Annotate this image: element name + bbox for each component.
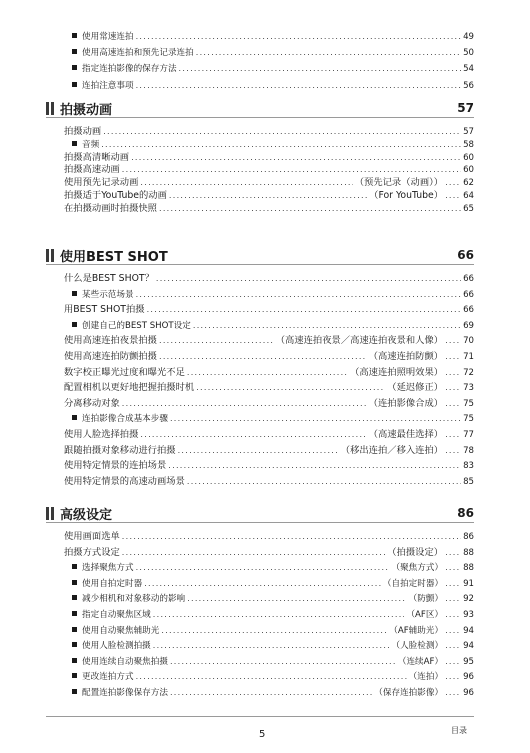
- toc-subentry[interactable]: [72, 320, 474, 332]
- dot-leader: [445, 593, 461, 605]
- toc-page-number: 49: [463, 32, 474, 42]
- dot-leader: [136, 562, 390, 574]
- footer-divider: [46, 716, 474, 717]
- dot-leader: [445, 351, 461, 363]
- toc-page-number: 60: [463, 152, 474, 163]
- toc-entry-label: 使用人脸检测拍摄: [82, 641, 151, 652]
- toc-entry-function: （高速连拍防颤）: [368, 351, 444, 362]
- toc-page-number: 91: [463, 578, 474, 589]
- toc-entry-label: 拍摄高速动画: [64, 164, 120, 176]
- toc-entry-label: 配置连拍影像保存方法: [82, 688, 168, 698]
- dot-leader: [131, 152, 461, 164]
- toc-entry-label: 拍摄高清晰动画: [64, 151, 130, 163]
- dot-leader: [159, 335, 274, 347]
- toc-entry[interactable]: [64, 531, 474, 543]
- toc-page-number: 96: [463, 672, 474, 683]
- square-bullet-icon: [72, 322, 77, 327]
- section-title: 高级设定: [60, 507, 113, 523]
- toc-entry-function: （聚焦方式）: [391, 563, 444, 574]
- dot-leader: [159, 351, 367, 363]
- toc-page-number: 94: [463, 641, 474, 652]
- dot-leader: [122, 164, 461, 176]
- toc-entry[interactable]: [64, 126, 474, 138]
- square-bullet-icon: [72, 595, 77, 600]
- dot-leader: [153, 640, 390, 652]
- toc-entry[interactable]: [64, 351, 474, 363]
- toc-entry[interactable]: [64, 429, 474, 441]
- toc-entry[interactable]: [64, 367, 474, 379]
- toc-entry-label: 使用自动聚焦辅助光: [82, 625, 160, 636]
- toc-entry[interactable]: [64, 382, 474, 394]
- toc-entry[interactable]: [64, 177, 474, 189]
- toc-page-number: 66: [463, 289, 474, 300]
- dot-leader: [445, 190, 461, 202]
- toc-entry-label: 连拍注意事项: [82, 80, 134, 91]
- dot-leader: [445, 382, 461, 394]
- dot-leader: [136, 289, 461, 301]
- dot-leader: [445, 687, 461, 699]
- toc-subentry[interactable]: [72, 413, 474, 425]
- dot-leader: [196, 382, 385, 394]
- toc-page-number: 93: [463, 610, 474, 620]
- toc-subentry[interactable]: [72, 609, 474, 621]
- toc-entry-label: 拍摄方式设定: [64, 546, 120, 558]
- dot-leader: [445, 656, 461, 668]
- toc-entry-label: 连拍影像合成基本步骤: [82, 414, 168, 425]
- toc-entry-label: 拍摄适于YouTube的动画: [64, 190, 167, 201]
- toc-page-number: 66: [463, 274, 474, 284]
- dot-leader: [179, 63, 462, 75]
- section-heading[interactable]: [46, 246, 474, 265]
- toc-page-number: 75: [463, 398, 474, 409]
- toc-entry[interactable]: [64, 335, 474, 347]
- toc-entry-label: 选择聚焦方式: [82, 563, 134, 574]
- toc-entry-label: 使用特定情景的高速动画场景: [64, 475, 185, 487]
- toc-subentry[interactable]: [72, 139, 474, 151]
- section-marker-icon: [46, 102, 54, 115]
- dot-leader: [445, 398, 461, 410]
- dot-leader: [170, 413, 461, 425]
- dot-leader: [156, 273, 461, 285]
- square-bullet-icon: [72, 611, 77, 616]
- dot-leader: [196, 47, 461, 59]
- toc-entry-function: （高速连拍夜景／高速连拍夜景和人像）: [275, 335, 444, 347]
- toc-subentry[interactable]: [72, 289, 474, 301]
- toc-entry-label: 某些示范场景: [82, 289, 134, 300]
- toc-entry-function: （连拍）: [408, 672, 444, 683]
- toc-entry[interactable]: [64, 273, 474, 285]
- section-marker-icon: [46, 249, 54, 262]
- toc-page-number: 96: [463, 688, 474, 698]
- square-bullet-icon: [72, 291, 77, 296]
- toc-entry-function: （高速连拍照明效果）: [350, 366, 444, 378]
- section-page-number: 66: [457, 248, 474, 262]
- toc-page-number: 54: [463, 64, 474, 75]
- dot-leader: [136, 671, 407, 683]
- toc-entry-label: 更改连拍方式: [82, 672, 134, 683]
- dot-leader: [153, 609, 405, 621]
- toc-page-number: 66: [463, 305, 474, 316]
- toc-entry-label: 使用人脸选择拍摄: [64, 429, 139, 440]
- section-page-number: 86: [457, 506, 474, 520]
- toc-entry-function: （AF辅助光）: [389, 625, 444, 636]
- dot-leader: [140, 177, 352, 189]
- dot-leader: [101, 139, 461, 151]
- dot-leader: [178, 445, 339, 457]
- dot-leader: [169, 190, 367, 202]
- toc-entry-label: 音频: [82, 139, 100, 150]
- toc-entry-function: （预先记录（动画））: [354, 177, 444, 189]
- toc-page-number: 70: [463, 336, 474, 347]
- dot-leader: [140, 429, 366, 441]
- toc-entry[interactable]: [64, 460, 474, 472]
- square-bullet-icon: [72, 82, 77, 87]
- toc-page-number: 73: [463, 383, 474, 394]
- dot-leader: [122, 531, 461, 543]
- toc-page-number: 64: [463, 191, 474, 201]
- dot-leader: [168, 460, 461, 472]
- toc-entry-label: 数字校正曝光过度和曝光不足: [64, 366, 185, 378]
- dot-leader: [445, 547, 461, 559]
- toc-page-number: 77: [463, 430, 474, 440]
- toc-subentry[interactable]: [72, 640, 474, 652]
- toc-entry-function: （高速最佳选择）: [368, 429, 444, 440]
- dot-leader: [136, 31, 461, 43]
- square-bullet-icon: [72, 49, 77, 54]
- toc-subentry[interactable]: [72, 593, 474, 605]
- footer-page-number: 5: [259, 729, 266, 740]
- toc-page-number: 56: [463, 80, 474, 91]
- dot-leader: [136, 80, 461, 92]
- section-heading[interactable]: [46, 99, 474, 118]
- dot-leader: [445, 177, 461, 189]
- toc-entry-function: （For YouTube）: [369, 190, 444, 201]
- toc-entry-label: 使用高速连拍防颤拍摄: [64, 351, 157, 362]
- section-page-number: 57: [457, 101, 474, 115]
- dot-leader: [445, 562, 461, 574]
- square-bullet-icon: [72, 642, 77, 647]
- dot-leader: [144, 578, 381, 590]
- square-bullet-icon: [72, 673, 77, 678]
- toc-subentry[interactable]: [72, 47, 474, 59]
- toc-entry-label: 指定自动聚焦区域: [82, 610, 151, 620]
- dot-leader: [187, 367, 348, 379]
- toc-entry-function: （连续AF）: [397, 656, 444, 667]
- toc-page-number: 94: [463, 625, 474, 636]
- dot-leader: [445, 367, 461, 379]
- toc-page-number: 62: [463, 178, 474, 189]
- toc-page-number: 85: [463, 476, 474, 487]
- toc-entry[interactable]: [64, 164, 474, 176]
- toc-page-number: 50: [463, 48, 474, 59]
- dot-leader: [445, 578, 461, 590]
- dot-leader: [103, 126, 461, 138]
- toc-page-number: 83: [463, 461, 474, 472]
- toc-entry[interactable]: [64, 547, 474, 559]
- toc-entry-label: 使用自拍定时器: [82, 578, 143, 589]
- section-title: 使用BEST SHOT: [60, 249, 168, 265]
- toc-page-number: 65: [463, 203, 474, 214]
- toc-entry-label: 减少相机和对象移动的影响: [82, 594, 186, 605]
- dot-leader: [445, 429, 461, 441]
- toc-page-number: 88: [463, 547, 474, 558]
- toc-entry-label: 使用连续自动聚焦拍摄: [82, 656, 168, 667]
- toc-subentry[interactable]: [72, 656, 474, 668]
- dot-leader: [445, 335, 461, 347]
- toc-entry[interactable]: [64, 304, 474, 316]
- dot-leader: [193, 320, 461, 332]
- toc-entry-label: 用BEST SHOT拍摄: [64, 304, 145, 316]
- toc-entry-label: 使用常速连拍: [82, 32, 134, 42]
- toc-page-number: 72: [463, 367, 474, 378]
- toc-entry[interactable]: [64, 476, 474, 488]
- toc-page-number: 78: [463, 445, 474, 456]
- dot-leader: [170, 656, 396, 668]
- toc-entry-label: 使用特定情景的连拍场景: [64, 460, 167, 472]
- toc-entry-label: 指定连拍影像的保存方法: [82, 64, 177, 75]
- toc-subentry[interactable]: [72, 80, 474, 92]
- toc-entry-function: （防颤）: [408, 594, 444, 605]
- toc-page-number: 58: [463, 139, 474, 150]
- section-title: 拍摄动画: [60, 102, 113, 118]
- toc-entry-function: （拍摄设定）: [387, 546, 444, 558]
- dot-leader: [159, 203, 461, 215]
- square-bullet-icon: [72, 65, 77, 70]
- dot-leader: [445, 640, 461, 652]
- square-bullet-icon: [72, 627, 77, 632]
- dot-leader: [122, 398, 367, 410]
- toc-entry-function: （延迟修正）: [387, 382, 444, 394]
- toc-entry-function: （人脸检测）: [391, 641, 444, 652]
- dot-leader: [161, 625, 387, 637]
- toc-entry-label: 配置相机以更好地把握拍摄时机: [64, 382, 195, 394]
- square-bullet-icon: [72, 580, 77, 585]
- toc-page-number: 86: [463, 532, 474, 542]
- toc-entry-label: 使用高速连拍夜景拍摄: [64, 335, 157, 347]
- square-bullet-icon: [72, 564, 77, 569]
- toc-subentry[interactable]: [72, 625, 474, 637]
- toc-entry-function: （连拍影像合成）: [368, 397, 444, 409]
- toc-entry-function: （移出连拍／移入连拍）: [340, 444, 444, 456]
- footer-section-label: 目录: [451, 726, 467, 735]
- dot-leader: [445, 609, 461, 621]
- toc-entry[interactable]: [64, 445, 474, 457]
- toc-entry-label: 创建自己的BEST SHOT设定: [82, 320, 191, 331]
- toc-entry[interactable]: [64, 203, 474, 215]
- dot-leader: [122, 547, 385, 559]
- dot-leader: [147, 304, 461, 316]
- toc-page-number: 95: [463, 656, 474, 667]
- dot-leader: [445, 445, 461, 457]
- toc-entry-label: 在拍摄动画时拍摄快照: [64, 202, 157, 214]
- square-bullet-icon: [72, 658, 77, 663]
- toc-page-number: 92: [463, 594, 474, 605]
- toc-entry-function: （自拍定时器）: [382, 578, 444, 589]
- toc-subentry[interactable]: [72, 578, 474, 590]
- toc-entry[interactable]: [64, 190, 474, 202]
- toc-subentry[interactable]: [72, 63, 474, 75]
- toc-subentry[interactable]: [72, 31, 474, 43]
- toc-entry-label: 使用高速连拍和预先记录连拍: [82, 48, 194, 59]
- dot-leader: [187, 476, 461, 488]
- toc-entry-label: 分离移动对象: [64, 397, 120, 409]
- toc-page-number: 75: [463, 414, 474, 425]
- toc-entry-label: 什么是BEST SHOT？: [64, 273, 154, 284]
- toc-entry-label: 拍摄动画: [64, 126, 102, 137]
- toc-subentry[interactable]: [72, 671, 474, 683]
- dot-leader: [445, 671, 461, 683]
- toc-page-number: 57: [463, 127, 474, 137]
- square-bullet-icon: [72, 415, 77, 420]
- toc-page-number: 71: [463, 352, 474, 362]
- toc-entry[interactable]: [64, 398, 474, 410]
- dot-leader: [445, 625, 461, 637]
- toc-page-number: 69: [463, 320, 474, 331]
- section-marker-icon: [46, 507, 54, 520]
- toc-entry-label: 跟随拍摄对象移动进行拍摄: [64, 444, 176, 456]
- toc-subentry[interactable]: [72, 562, 474, 574]
- toc-entry-function: （AF区）: [406, 610, 444, 620]
- dot-leader: [170, 687, 372, 699]
- toc-entry[interactable]: [64, 152, 474, 164]
- square-bullet-icon: [72, 141, 77, 146]
- square-bullet-icon: [72, 33, 77, 38]
- toc-entry-label: 使用预先记录动画: [64, 177, 139, 189]
- toc-page-number: 88: [463, 563, 474, 574]
- toc-entry-function: （保存连拍影像）: [374, 688, 444, 698]
- square-bullet-icon: [72, 689, 77, 694]
- toc-entry-label: 使用画面选单: [64, 531, 120, 542]
- toc-subentry[interactable]: [72, 687, 474, 699]
- section-heading[interactable]: [46, 504, 474, 523]
- toc-page-number: 60: [463, 165, 474, 176]
- dot-leader: [187, 593, 407, 605]
